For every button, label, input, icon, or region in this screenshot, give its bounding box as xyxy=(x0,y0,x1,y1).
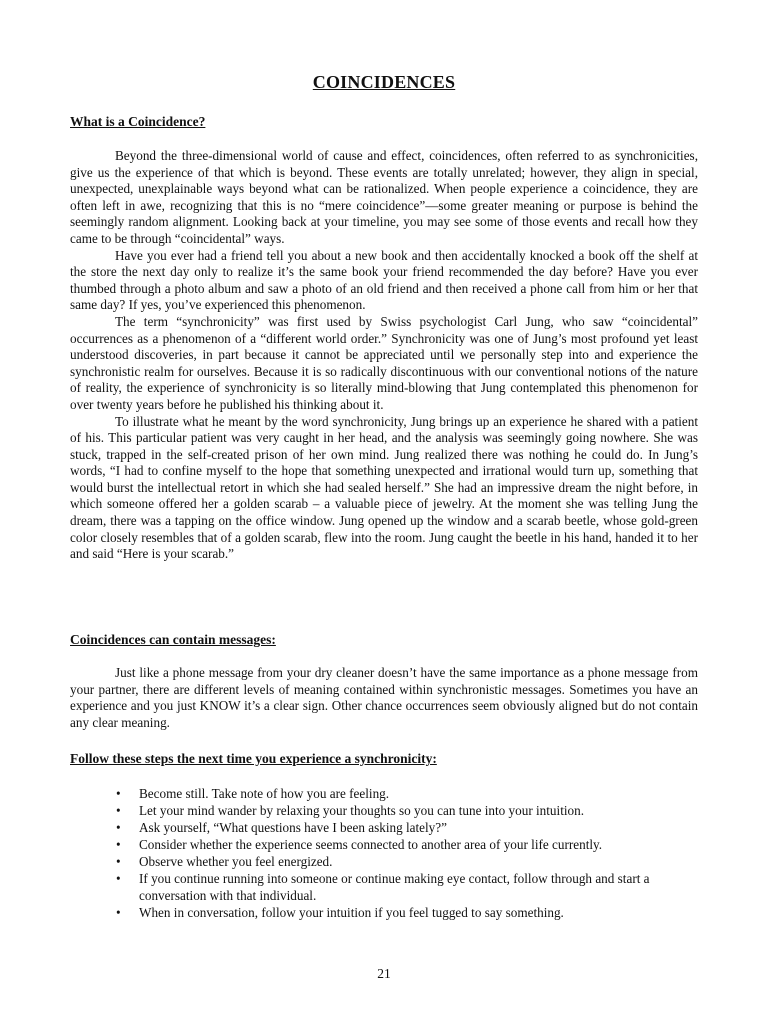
list-item xyxy=(114,802,698,819)
bullet-icon: • xyxy=(116,837,121,852)
steps-list xyxy=(114,785,698,921)
list-item-text: Let your mind wander by relaxing your thoughts so you can tune into your intuition. xyxy=(139,803,585,818)
bullet-icon: • xyxy=(116,854,121,869)
section-body-messages xyxy=(70,665,698,731)
paragraph: The term “synchronicity” was first used by Swiss psychologist Carl Jung, who saw “coincidental” occurrences as a phenomenon of a “different world order.” Synchronicity was one of Jung’s most profound yet least understood discoveries, in part because it cannot be appreciated until we personally step into and experience the synchronistic realm for ourselves. Because it is so radically discontinuous with our conventional notions of the nature of reality, the experience of synchronicity is so literally mind-blowing that Jung contemplated this phenomenon for over twenty years before he published his thinking about it. xyxy=(70,313,698,412)
section-heading-what-is-coincidence: What is a Coincidence? xyxy=(70,114,206,129)
list-item-text: Consider whether the experience seems connected to another area of your life currently. xyxy=(139,837,603,852)
page-number: 21 xyxy=(377,966,391,981)
list-item xyxy=(114,819,698,836)
bullet-icon: • xyxy=(116,820,121,835)
bullet-icon: • xyxy=(116,871,121,886)
list-item-text: Observe whether you feel energized. xyxy=(139,854,333,869)
section-body-what-is-coincidence xyxy=(70,148,698,563)
paragraph: To illustrate what he meant by the word synchronicity, Jung brings up an experience he shared with a patient of his. This particular patient was very caught in her head, and the analysis was seemingly going nowhere. She was stuck, trapped in the self-created prison of her own mind. Jung realized there was nothing he could do. In Jung’s words, “I had to confine myself to the hope that something unexpected and irrational would turn up, something that would burst the intellectual retort in which she had sealed herself.” She had an impressive dream the night before, in which someone offered her a golden scarab – a valuable piece of jewelry. At the moment she was telling Jung the dream, there was a tapping on the office window. Jung opened up the window and a scarab beetle, whose gold-green color closely resembles that of a golden scarab, flew into the room. Jung caught the beetle in his hand, handed it to her and said “Here is your scarab.” xyxy=(70,413,698,562)
bullet-icon: • xyxy=(116,786,121,801)
list-item-text: If you continue running into someone or continue making eye contact, follow through and start a conversation with that individual. xyxy=(139,871,650,903)
paragraph: Beyond the three-dimensional world of cause and effect, coincidences, often referred to as synchronicities, give us the experience of that which is beyond. These events are totally unrelated; however, they align in special, unexpected, unexplainable ways beyond what can be rationalized. When people experience a coincidence, they are often left in awe, recognizing that this is no “mere coincidence”—some greater meaning or purpose is behind the seemingly random alignment. Looking back at your timeline, you may see some of those events and recall how they came to be through “coincidental” ways. xyxy=(70,148,698,246)
paragraph: Have you ever had a friend tell you about a new book and then accidentally knocked a book off the shelf at the store the next day only to realize it’s the same book your friend recommended the day before? Have you ever thumbed through a photo album and saw a photo of an old friend and then received a phone call from him or her that same day? If yes, you’ve experienced this phenomenon. xyxy=(70,247,698,313)
list-item xyxy=(114,785,698,802)
bullet-icon: • xyxy=(116,905,121,920)
section-heading-steps: Follow these steps the next time you experience a synchronicity: xyxy=(70,751,437,766)
page-title: COINCIDENCES xyxy=(312,72,456,92)
paragraph: Just like a phone message from your dry cleaner doesn’t have the same importance as a phone message from your partner, there are different levels of meaning contained within synchronistic messages. Sometimes you have an experience and you just KNOW it’s a clear sign. Other chance occurrences seem obviously aligned but do not contain any clear meaning. xyxy=(70,665,698,730)
list-item-text: Become still. Take note of how you are feeling. xyxy=(139,786,390,801)
list-item-text: When in conversation, follow your intuition if you feel tugged to say something. xyxy=(139,905,564,920)
list-item xyxy=(114,870,698,904)
list-item xyxy=(114,904,698,921)
list-item xyxy=(114,836,698,853)
list-item-text: Ask yourself, “What questions have I been asking lately?” xyxy=(139,820,447,835)
bullet-icon: • xyxy=(116,803,121,818)
section-heading-messages: Coincidences can contain messages: xyxy=(70,632,276,647)
list-item xyxy=(114,853,698,870)
